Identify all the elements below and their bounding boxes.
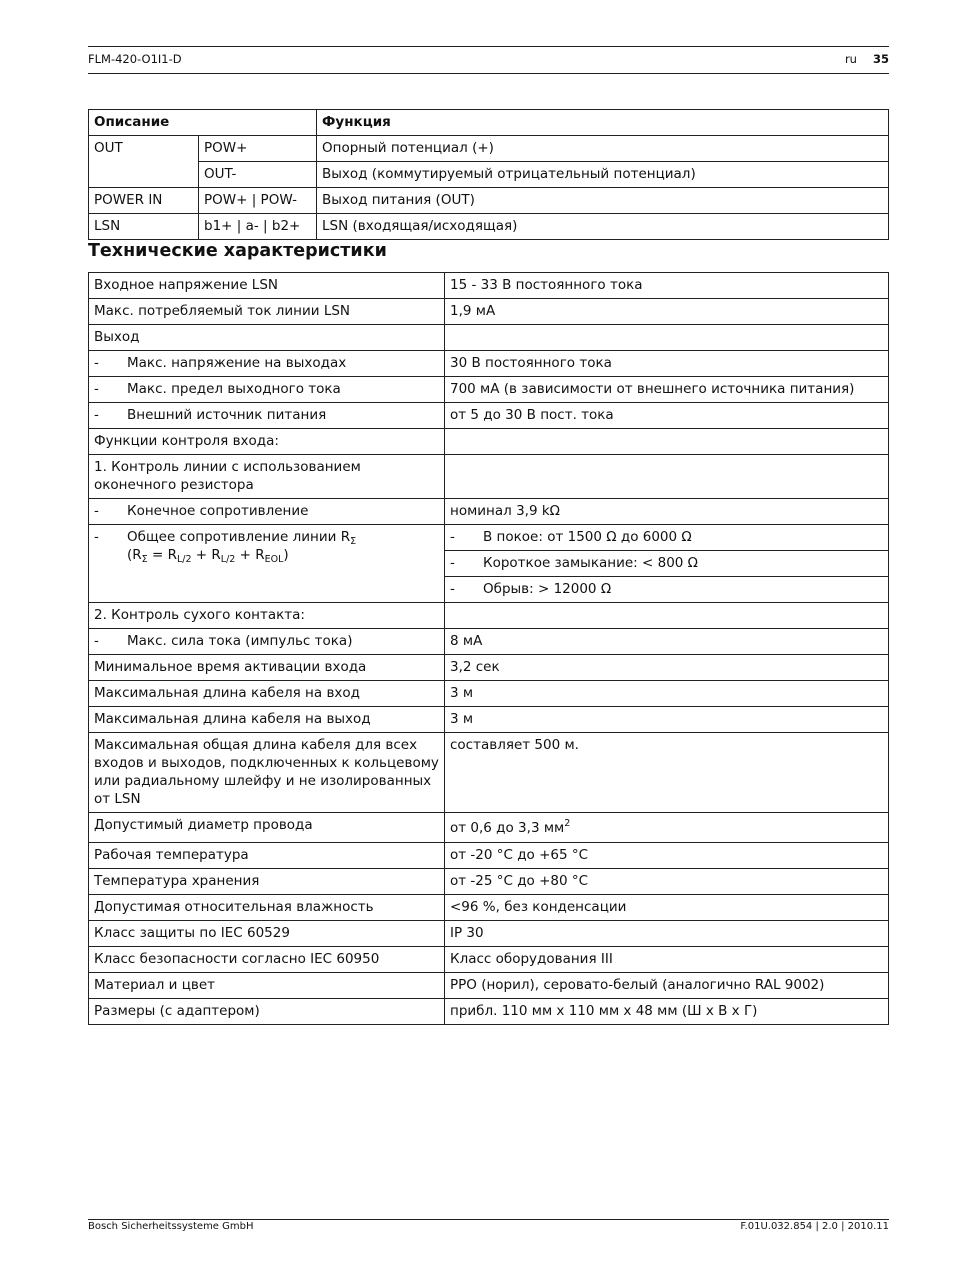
spec-label bbox=[89, 525, 445, 603]
resistance-formula bbox=[94, 546, 289, 564]
terminal-function: Выход (коммутируемый отрицательный потенциал) bbox=[317, 162, 889, 188]
spec-value: составляет 500 м. bbox=[445, 733, 889, 813]
table-row bbox=[89, 499, 889, 525]
spec-label-text: Макс. сила тока (импульс тока) bbox=[127, 633, 353, 649]
table-row bbox=[89, 429, 889, 455]
terminal-table bbox=[88, 109, 889, 240]
spec-value: 3 м bbox=[445, 681, 889, 707]
superscript: 2 bbox=[564, 818, 571, 829]
spec-label-text: Макс. предел выходного тока bbox=[127, 381, 341, 397]
terminal-function: Опорный потенциал (+) bbox=[317, 136, 889, 162]
table-row bbox=[89, 733, 889, 813]
spec-label: 1. Контроль линии с использованием оконечного резистора bbox=[89, 455, 445, 499]
table-row bbox=[89, 325, 889, 351]
formula-part: + R bbox=[191, 547, 221, 563]
terminal-name: b1+ | a- | b2+ bbox=[199, 214, 317, 240]
formula-subscript: L/2 bbox=[176, 554, 192, 565]
spec-label bbox=[89, 629, 445, 655]
footer-rule bbox=[88, 1219, 889, 1220]
terminal-function: Выход питания (OUT) bbox=[317, 188, 889, 214]
formula-part: (R bbox=[127, 547, 142, 563]
spec-label: Минимальное время активации входа bbox=[89, 655, 445, 681]
table-row bbox=[89, 813, 889, 843]
sigma-subscript: Σ bbox=[350, 536, 357, 547]
spec-label: Макс. потребляемый ток линии LSN bbox=[89, 299, 445, 325]
spec-label bbox=[89, 499, 445, 525]
table-row bbox=[89, 973, 889, 999]
table-row bbox=[89, 843, 889, 869]
spec-value-text: от 0,6 до 3,3 мм bbox=[450, 820, 565, 836]
dash-marker: - bbox=[450, 529, 455, 545]
spec-label: Размеры (с адаптером) bbox=[89, 999, 445, 1025]
dash-marker: - bbox=[94, 381, 99, 397]
formula-part: = R bbox=[147, 547, 177, 563]
lsn-label: LSN bbox=[89, 214, 199, 240]
spec-value-text: Обрыв: > 12000 Ω bbox=[483, 581, 612, 597]
col-description-header: Описание bbox=[89, 110, 317, 136]
spec-value: 3,2 сек bbox=[445, 655, 889, 681]
spec-label: Температура хранения bbox=[89, 869, 445, 895]
spec-label: Рабочая температура bbox=[89, 843, 445, 869]
table-row bbox=[89, 525, 889, 551]
header-right bbox=[845, 52, 889, 66]
table-row bbox=[89, 921, 889, 947]
spec-value: Класс оборудования III bbox=[445, 947, 889, 973]
spec-label bbox=[89, 351, 445, 377]
table-row bbox=[89, 214, 889, 240]
table-row bbox=[89, 947, 889, 973]
spec-value-text: В покое: от 1500 Ω до 6000 Ω bbox=[483, 529, 692, 545]
header-top-rule bbox=[88, 46, 889, 47]
dash-marker: - bbox=[450, 581, 455, 597]
table-row bbox=[89, 655, 889, 681]
out-label: OUT bbox=[89, 136, 199, 188]
spec-label-text: Конечное сопротивление bbox=[127, 503, 309, 519]
power-in-label: POWER IN bbox=[89, 188, 199, 214]
spec-value: 3 м bbox=[445, 707, 889, 733]
dash-marker: - bbox=[94, 633, 99, 649]
terminal-function: LSN (входящая/исходящая) bbox=[317, 214, 889, 240]
formula-part: ) bbox=[283, 547, 289, 563]
dash-marker: - bbox=[94, 503, 99, 519]
formula-subscript: EOL bbox=[264, 554, 284, 565]
spec-value: 8 мА bbox=[445, 629, 889, 655]
table-row bbox=[89, 603, 889, 629]
table-row bbox=[89, 188, 889, 214]
specs-heading: Технические характеристики bbox=[88, 241, 387, 261]
spec-value-text: Короткое замыкание: < 800 Ω bbox=[483, 555, 698, 571]
formula-subscript: L/2 bbox=[220, 554, 236, 565]
spec-value bbox=[445, 325, 889, 351]
spec-label: Материал и цвет bbox=[89, 973, 445, 999]
table-row bbox=[89, 895, 889, 921]
spec-value bbox=[445, 577, 889, 603]
spec-label: Максимальная общая длина кабеля для всех входов и выходов, подключенных к кольцевому или радиальному шлейфу и не изолированных от LSN bbox=[89, 733, 445, 813]
terminal-name: POW+ bbox=[199, 136, 317, 162]
spec-value: IP 30 bbox=[445, 921, 889, 947]
formula-subscript: Σ bbox=[141, 554, 148, 565]
table-row bbox=[89, 299, 889, 325]
spec-value: 30 В постоянного тока bbox=[445, 351, 889, 377]
spec-value: номинал 3,9 kΩ bbox=[445, 499, 889, 525]
spec-label: Максимальная длина кабеля на выход bbox=[89, 707, 445, 733]
spec-value bbox=[445, 813, 889, 843]
formula-part: + R bbox=[235, 547, 265, 563]
table-row bbox=[89, 455, 889, 499]
spec-value: <96 %, без конденсации bbox=[445, 895, 889, 921]
spec-value: 15 - 33 В постоянного тока bbox=[445, 273, 889, 299]
spec-label bbox=[89, 403, 445, 429]
spec-label: Допустимая относительная влажность bbox=[89, 895, 445, 921]
spec-value: прибл. 110 мм x 110 мм x 48 мм (Ш x В x Г) bbox=[445, 999, 889, 1025]
spec-value bbox=[445, 603, 889, 629]
table-row bbox=[89, 629, 889, 655]
spec-label: Класс безопасности согласно IEC 60950 bbox=[89, 947, 445, 973]
spec-label: 2. Контроль сухого контакта: bbox=[89, 603, 445, 629]
table-row bbox=[89, 999, 889, 1025]
spec-value: от -25 °C до +80 °C bbox=[445, 869, 889, 895]
table-header-row bbox=[89, 110, 889, 136]
spec-label bbox=[89, 377, 445, 403]
table-row bbox=[89, 403, 889, 429]
spec-label-text: Макс. напряжение на выходах bbox=[127, 355, 347, 371]
spec-value: от 5 до 30 В пост. тока bbox=[445, 403, 889, 429]
table-row bbox=[89, 377, 889, 403]
spec-label-text: Общее сопротивление линии R bbox=[127, 529, 351, 545]
header-bottom-rule bbox=[88, 73, 889, 74]
spec-label: Функции контроля входа: bbox=[89, 429, 445, 455]
spec-label: Допустимый диаметр провода bbox=[89, 813, 445, 843]
spec-label: Входное напряжение LSN bbox=[89, 273, 445, 299]
spec-value: от -20 °C до +65 °C bbox=[445, 843, 889, 869]
terminal-name: OUT- bbox=[199, 162, 317, 188]
spec-value bbox=[445, 455, 889, 499]
doc-id: FLM-420-O1I1-D bbox=[88, 52, 182, 66]
spec-value bbox=[445, 429, 889, 455]
spec-label: Выход bbox=[89, 325, 445, 351]
spec-value bbox=[445, 525, 889, 551]
terminal-name: POW+ | POW- bbox=[199, 188, 317, 214]
footer-company: Bosch Sicherheitssysteme GmbH bbox=[88, 1221, 254, 1232]
dash-marker: - bbox=[94, 407, 99, 423]
footer-doc-ref: F.01U.032.854 | 2.0 | 2010.11 bbox=[740, 1221, 889, 1232]
dash-marker: - bbox=[94, 529, 99, 545]
table-row bbox=[89, 707, 889, 733]
table-row bbox=[89, 351, 889, 377]
table-row bbox=[89, 869, 889, 895]
dash-marker: - bbox=[94, 355, 99, 371]
col-function-header: Функция bbox=[317, 110, 889, 136]
spec-label: Максимальная длина кабеля на вход bbox=[89, 681, 445, 707]
table-row bbox=[89, 136, 889, 162]
dash-marker: - bbox=[450, 555, 455, 571]
table-row bbox=[89, 681, 889, 707]
language-code: ru bbox=[844, 52, 857, 66]
spec-value: 700 мА (в зависимости от внешнего источника питания) bbox=[445, 377, 889, 403]
table-row bbox=[89, 273, 889, 299]
spec-value bbox=[445, 551, 889, 577]
specs-table bbox=[88, 272, 889, 1025]
spec-value: PPO (норил), серовато-белый (аналогично RAL 9002) bbox=[445, 973, 889, 999]
spec-label: Класс защиты по IEC 60529 bbox=[89, 921, 445, 947]
spec-label-text: Внешний источник питания bbox=[127, 407, 327, 423]
page-number: 35 bbox=[872, 52, 889, 66]
spec-value: 1,9 мА bbox=[445, 299, 889, 325]
table-row bbox=[89, 162, 889, 188]
